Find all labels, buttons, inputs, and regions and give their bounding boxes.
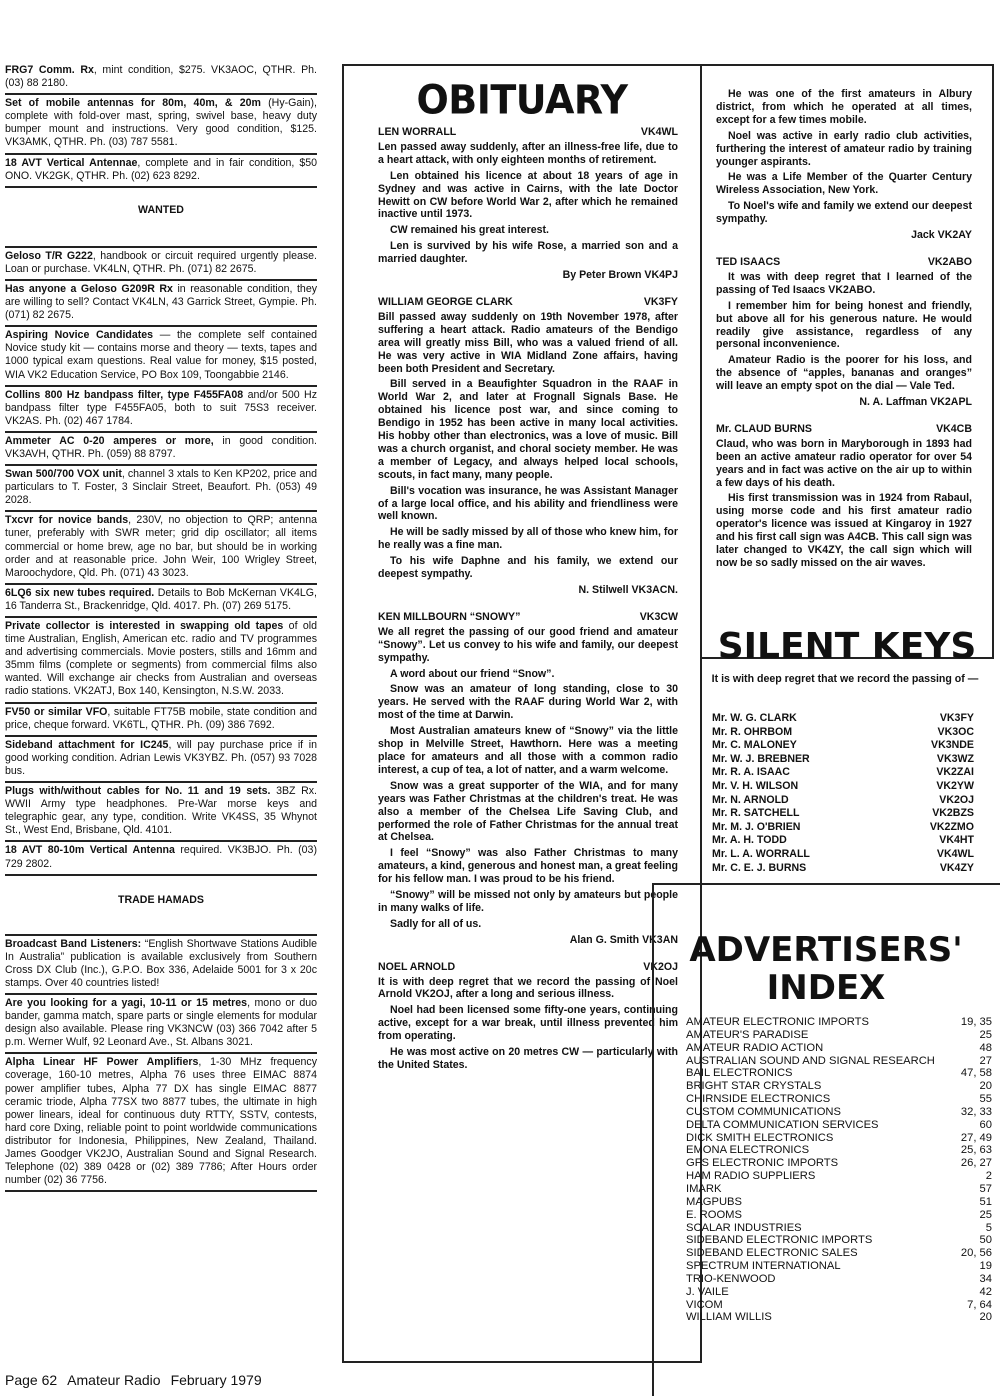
paragraph: To Noel's wife and family we extend our deepest sympathy. bbox=[716, 200, 972, 226]
classified-ad bbox=[5, 327, 317, 386]
classified-ad bbox=[5, 737, 317, 783]
ad-body: in good condition. VK3AVH, QTHR. Ph. (059) 88 8797. bbox=[5, 434, 317, 460]
obituary-header-clark bbox=[378, 296, 678, 309]
advertiser-name: EMONA ELECTRONICS bbox=[686, 1144, 810, 1157]
advertiser-entry bbox=[686, 1196, 992, 1209]
silent-key-entry bbox=[712, 753, 974, 767]
paragraph: Noel was active in early radio club activities, furthering the interest of amateur radio by training younger aspirants. bbox=[716, 129, 972, 168]
classified-ad bbox=[5, 248, 317, 281]
advertisers-index-title: ADVERTISERS' bbox=[689, 930, 963, 970]
advertiser-pages: 47, 58 bbox=[960, 1067, 992, 1080]
paragraph: Snow was an amateur of long standing, close to 30 years. He served with the RAAF during World War 2, with most of the time at Darwin. bbox=[378, 683, 678, 722]
advertiser-entry bbox=[686, 1067, 992, 1080]
classified-ad bbox=[5, 1054, 317, 1192]
advertiser-name: SIDEBAND ELECTRONIC IMPORTS bbox=[686, 1234, 873, 1247]
advertiser-entry bbox=[686, 1106, 992, 1119]
silent-key-entry bbox=[712, 834, 974, 848]
paragraph: CW remained his great interest. bbox=[390, 224, 549, 237]
ad-body: , will pay purchase price if in good working condition. Adrian Lewis VK3YBZ. Ph. (057) 93 7028 bus. bbox=[5, 738, 317, 777]
advertiser-name: SPECTRUM INTERNATIONAL bbox=[686, 1260, 841, 1273]
obituary-callsign: VK2ABO bbox=[927, 255, 972, 268]
ad-title: Has anyone a Geloso G209R Rx bbox=[5, 282, 173, 295]
silent-key-name: Mr. L. A. WORRALL bbox=[712, 847, 810, 860]
advertiser-entry bbox=[686, 1093, 992, 1106]
advertiser-pages: 26, 27 bbox=[960, 1157, 992, 1170]
paragraph: He was most active on 20 metres CW — particularly with the United States. bbox=[378, 1046, 678, 1071]
paragraph: Snow was a great supporter of the WIA, and for many years was Father Christmas at the children's treat. He was also a member of the Chelsea Life Saving Club, and performed the role of Father Christmas for the annual treat at Chelsea. bbox=[378, 779, 678, 844]
advertiser-pages: 20 bbox=[979, 1311, 992, 1324]
advertiser-name: BAIL ELECTRONICS bbox=[686, 1067, 793, 1080]
silent-key-callsign: VK3NDE bbox=[931, 739, 974, 752]
ad-title: Geloso T/R G222 bbox=[5, 249, 93, 262]
advertiser-name: HAM RADIO SUPPLIERS bbox=[686, 1170, 816, 1183]
silent-key-name: Mr. R. OHRBOM bbox=[712, 725, 793, 738]
advertiser-name: WILLIAM WILLIS bbox=[686, 1311, 772, 1324]
advertiser-pages: 27, 49 bbox=[960, 1131, 992, 1144]
advertiser-entry bbox=[686, 1273, 992, 1286]
hamads-column bbox=[5, 62, 317, 1192]
ad-title: Set of mobile antennas for 80m, 40m, & 20m bbox=[5, 97, 261, 110]
advertiser-pages: 19, 35 bbox=[960, 1016, 992, 1028]
ad-body: , suitable FT75B mobile, state condition and price, cheque forward. VK6TL, QTHR. Ph. (09) 386 7692. bbox=[5, 705, 317, 731]
paragraph: Claud, who was born in Maryborough in 1893 had been an active amateur radio operator for over 54 years and in fact was active on the air up to within a few days of his death. bbox=[716, 437, 972, 489]
paragraph: Amateur Radio is the poorer for his loss, and the absence of “apples, bananas and oranges” will leave an empty spot on the dial — Vale Ted. bbox=[716, 354, 972, 393]
ad-title: Private collector is interested in swapping old tapes bbox=[5, 620, 284, 632]
ad-body: and/or 500 Hz bandpass filter type F455FA05, both to suit 75S3 receiver. VK2AS. Ph. (02) 467 1784. bbox=[5, 388, 317, 427]
signature: By Peter Brown VK4PJ bbox=[562, 269, 678, 282]
advertiser-pages: 57 bbox=[979, 1182, 992, 1195]
advertiser-name: AMATEUR ELECTRONIC IMPORTS bbox=[686, 1016, 869, 1028]
advertiser-name: GFS ELECTRONIC IMPORTS bbox=[686, 1157, 839, 1170]
ad-title: Sideband attachment for IC245 bbox=[5, 738, 169, 751]
ad-body: 3BZ Rx. WWII Army type headphones. Pre-War morse keys and telegraphic gear, any type, condition. Write VK4SS, 35 Whynot St., West End, Brisbane, Qld. 4101. bbox=[5, 785, 317, 837]
silent-keys-list bbox=[712, 712, 974, 875]
advertiser-entry bbox=[686, 1119, 992, 1132]
classified-ad bbox=[5, 387, 317, 433]
paragraph: Len is survived by his wife Rose, a married son and a married daughter. bbox=[378, 240, 678, 266]
ad-body: required. VK3BJO. Ph. (03) 729 2802. bbox=[5, 844, 317, 870]
advertisers-index-list bbox=[686, 1016, 992, 1324]
silent-key-callsign: VK3WZ bbox=[936, 752, 974, 765]
signature: N. Stilwell VK3ACN. bbox=[578, 584, 678, 596]
paragraph: I feel “Snowy” was also Father Christmas to many amateurs, a kind, generous and honest man, a great feeling for his fellow man. I was proud to be his friend. bbox=[378, 847, 678, 886]
advertiser-entry bbox=[686, 1055, 992, 1068]
ad-body: , complete and in fair condition, $50 ONO. VK2GK, QTHR. Ph. (02) 623 8292. bbox=[5, 156, 317, 182]
silent-key-callsign: VK2ZAI bbox=[936, 766, 974, 779]
silent-key-callsign: VK3OC bbox=[937, 725, 974, 738]
advertiser-entry bbox=[686, 1157, 992, 1170]
paragraph: He was a Life Member of the Quarter Century Wireless Association, New York. bbox=[716, 171, 972, 197]
advertiser-pages: 42 bbox=[979, 1285, 992, 1298]
obituary-header-burns bbox=[716, 423, 972, 436]
silent-key-name: Mr. C. MALONEY bbox=[712, 739, 797, 752]
ad-title: 18 AVT Vertical Antennae bbox=[5, 156, 138, 169]
paragraph: We all regret the passing of our good friend and amateur “Snowy”. Let us convey to his wife and family, our deepest sympathy. bbox=[378, 625, 678, 664]
silent-key-callsign: VK4ZY bbox=[939, 861, 974, 874]
ad-title: Are you looking for a yagi, 10-11 or 15 metres bbox=[5, 996, 248, 1009]
classified-ad bbox=[5, 618, 317, 704]
obituary-name: LEN WORRALL bbox=[378, 126, 457, 138]
advertiser-entry bbox=[686, 1042, 992, 1055]
obituary-callsign: VK3CW bbox=[639, 610, 678, 623]
obituary-header-arnold bbox=[378, 961, 678, 974]
silent-key-callsign: VK2YW bbox=[936, 779, 974, 792]
advertiser-pages: 25, 63 bbox=[960, 1144, 992, 1157]
paragraph: Bill's vocation was insurance, he was Assistant Manager of a large local office, and his ability and friendliness were well known. bbox=[378, 484, 678, 523]
silent-key-entry bbox=[712, 712, 974, 726]
silent-key-entry bbox=[712, 726, 974, 740]
signature: Alan G. Smith VK3AN bbox=[569, 933, 678, 946]
ad-body: (Hy-Gain), complete with fold-over mast, spring, swivel base, heavy duty bumper mount and instructions. Very good condition, $125. VK3AMK, QTHR. Ph. (03) 787 5581. bbox=[5, 97, 317, 149]
trade-ads bbox=[5, 936, 317, 1193]
classified-ad bbox=[5, 995, 317, 1054]
ad-title: Collins 800 Hz bandpass filter, type F455FA08 bbox=[5, 388, 244, 401]
silent-key-entry bbox=[712, 848, 974, 862]
silent-key-name: Mr. R. SATCHELL bbox=[712, 807, 800, 820]
obituary-name: Mr. CLAUD BURNS bbox=[716, 422, 812, 435]
ad-title: FRG7 Comm. Rx bbox=[5, 64, 94, 76]
advertiser-pages: 50 bbox=[979, 1234, 992, 1247]
paragraph: Bill passed away suddenly on 19th November 1978, after suffering a heart attack. Radio amateurs of the Bendigo area will greatly miss Bill, who was a valued friend of all. He was very active in WIA Midland Zone affairs, having been both President and Secretary. bbox=[378, 310, 678, 375]
ad-title: FV50 or similar VFO bbox=[5, 705, 108, 718]
advertiser-name: AMATEUR RADIO ACTION bbox=[686, 1041, 824, 1054]
ad-title: 6LQ6 six new tubes required. bbox=[5, 586, 155, 599]
obituary-header-millbourn bbox=[378, 611, 678, 624]
silent-key-callsign: VK2ZMO bbox=[929, 820, 974, 833]
advertiser-pages: 5 bbox=[985, 1221, 992, 1234]
paragraph: Most Australian amateurs knew of “Snowy” via the little shop in Melville Street, Hawthorn. Here was a meeting place for amateurs and all those with a common radio interest, a cup of tea, a lot of natter, and a warm welcome. bbox=[378, 725, 678, 776]
classified-ad bbox=[5, 433, 317, 466]
classified-ad bbox=[5, 936, 317, 995]
advertiser-pages: 20 bbox=[979, 1080, 992, 1093]
wanted-heading: WANTED bbox=[5, 188, 317, 248]
advertiser-entry bbox=[686, 1132, 992, 1145]
advertiser-name: DELTA COMMUNICATION SERVICES bbox=[686, 1118, 879, 1131]
obituary-title: OBITUARY bbox=[416, 76, 628, 124]
silent-key-name: Mr. V. H. WILSON bbox=[712, 779, 799, 792]
silent-key-entry bbox=[712, 862, 974, 876]
classified-ad bbox=[5, 783, 317, 842]
advertiser-pages: 20, 56 bbox=[960, 1247, 992, 1260]
classified-ad bbox=[5, 62, 317, 95]
advertiser-name: J. VAILE bbox=[686, 1285, 729, 1298]
paragraph: To his wife Daphne and his family, we extend our deepest sympathy. bbox=[378, 555, 678, 581]
classified-ad bbox=[5, 585, 317, 618]
obituary-header-worrall bbox=[378, 126, 678, 139]
silent-key-entry bbox=[712, 780, 974, 794]
obituary-name: TED ISAACS bbox=[716, 255, 781, 268]
silent-key-name: Mr. R. A. ISAAC bbox=[712, 766, 790, 779]
paragraph: Len passed away suddenly, after an illness-free life, due to a heart attack, with only eighteen months of retirement. bbox=[378, 140, 678, 166]
silent-key-name: Mr. C. E. J. BURNS bbox=[712, 861, 807, 874]
advertiser-name: BRIGHT STAR CRYSTALS bbox=[686, 1080, 822, 1093]
advertiser-entry bbox=[686, 1260, 992, 1273]
advertiser-entry bbox=[686, 1183, 992, 1196]
advertiser-name: AMATEUR'S PARADISE bbox=[686, 1028, 809, 1041]
silent-keys-title: SILENT KEYS bbox=[717, 626, 977, 667]
obituary-name: KEN MILLBOURN “SNOWY” bbox=[378, 610, 521, 623]
paragraph: It was with deep regret that I learned of the passing of Ted Isaacs VK2ABO. bbox=[716, 270, 972, 296]
paragraph: Len obtained his licence at about 18 years of age in Sydney and was active in Cairns, with the late Doctor Hewitt on CW before World War 2, after which he remained inactive until 1973. bbox=[378, 169, 678, 221]
obituary-column-right bbox=[716, 88, 972, 573]
advertiser-name: CHIRNSIDE ELECTRONICS bbox=[686, 1093, 831, 1106]
advertiser-entry bbox=[686, 1029, 992, 1042]
ad-body: — the complete self contained Novice study kit — contains morse and theory — texts, tapes and 1000 typical exam questions. Real value for money, $15 posted, WIA VK2 Education Service, PO Box 109, Toongabbie 2146. bbox=[5, 329, 317, 381]
silent-key-entry bbox=[712, 821, 974, 835]
paragraph: He will be sadly missed by all of those who knew him, for he really was a fine man. bbox=[378, 526, 678, 552]
classified-ad bbox=[5, 95, 317, 154]
advertiser-entry bbox=[686, 1080, 992, 1093]
classified-ad bbox=[5, 155, 317, 188]
page-footer bbox=[5, 1372, 272, 1388]
advertiser-name: VICOM bbox=[686, 1298, 723, 1311]
ad-title: Ammeter AC 0-20 amperes or more, bbox=[5, 434, 214, 447]
advertiser-name: DICK SMITH ELECTRONICS bbox=[686, 1131, 834, 1144]
paragraph: Noel had been licensed some fifty-one years, continuing active, except for a war break, until illness prevented him from operating. bbox=[378, 1004, 678, 1043]
ad-body: , channel 3 xtals to Ken KP202, price and particulars to T. Foster, 3 Sinclair Street, Beaufort. Ph. (053) 49 2028. bbox=[5, 468, 317, 507]
paragraph: He was one of the first amateurs in Albury district, from which he operated at all times, except for a few times mobile. bbox=[716, 88, 972, 126]
ad-body: , mono or duo bander, gamma match, spare parts or single elements for modular design also available. Please ring VK3NCW (03) 366 7042 after 5 p.m. Werner Wulf, 92 Leonard Ave., St. Albans 3021. bbox=[5, 996, 317, 1049]
silent-key-callsign: VK2OJ bbox=[939, 793, 974, 806]
advertiser-pages: 27 bbox=[979, 1054, 992, 1067]
obituary-column-left bbox=[378, 126, 678, 1075]
paragraph: A word about our friend “Snow”. bbox=[390, 667, 555, 680]
ad-title: Swan 500/700 VOX unit bbox=[5, 468, 122, 481]
advertiser-pages: 51 bbox=[979, 1195, 992, 1208]
advertiser-pages: 48 bbox=[979, 1041, 992, 1054]
magazine-name: Amateur Radio bbox=[67, 1372, 161, 1388]
paragraph: Sadly for all of us. bbox=[390, 917, 482, 930]
advertiser-name: IMARK bbox=[686, 1182, 722, 1195]
for-sale-ads bbox=[5, 62, 317, 188]
silent-key-name: Mr. A. H. TODD bbox=[712, 834, 787, 847]
ad-body: of old time Australian, English, American etc. radio and TV programmes and advertising commercials. Movie posters, stills and 16mm and 35mm films (complete or segments) from commercial films also wanted. Will exchange air checks from Australian and overseas radio stations. VK2ATJ, Box 140, Kensington, N.S.W. 2033. bbox=[5, 620, 318, 698]
advertiser-entry bbox=[686, 1209, 992, 1222]
advertiser-pages: 60 bbox=[979, 1118, 992, 1131]
page-number: Page 62 bbox=[5, 1372, 58, 1388]
ad-title: Broadcast Band Listeners: bbox=[5, 937, 142, 950]
advertiser-entry bbox=[686, 1234, 992, 1247]
advertiser-name: TRIO-KENWOOD bbox=[686, 1272, 776, 1285]
ad-title: 18 AVT 80-10m Vertical Antenna bbox=[5, 844, 175, 857]
paragraph: Bill served in a Beaufighter Squadron in the RAAF in World War 2, and later at Frognall Signals Base. He obtained his licence post war, and since coming to Bendigo in 1952 has been active in many local activities. His hobby other than electronics, was a love of music. Bill was a church organist, and choral society member. He was a member of Legacy, and always helped local schools, scouts, in fact many, many people. bbox=[378, 378, 678, 481]
silent-key-entry bbox=[712, 739, 974, 753]
advertiser-name: E. ROOMS bbox=[686, 1208, 742, 1221]
obituary-name: NOEL ARNOLD bbox=[378, 960, 456, 973]
advertiser-pages: 19 bbox=[979, 1260, 992, 1273]
advertiser-entry bbox=[686, 1286, 992, 1299]
silent-key-name: Mr. N. ARNOLD bbox=[712, 793, 789, 806]
advertiser-entry bbox=[686, 1247, 992, 1260]
obituary-callsign: VK2OJ bbox=[643, 960, 678, 973]
paragraph: “Snowy” will be missed not only by amateurs but people in many walks of life. bbox=[378, 889, 678, 914]
silent-key-name: Mr. M. J. O'BRIEN bbox=[712, 820, 801, 833]
classified-ad bbox=[5, 512, 317, 584]
paragraph: I remember him for being honest and friendly, but above all for his generous nature. He would readily give assistance, regardless of any personal inconvenience. bbox=[716, 299, 972, 351]
advertiser-pages: 32, 33 bbox=[960, 1105, 992, 1118]
paragraph: His first transmission was in 1924 from Rabaul, using morse code and his first amateur radio operator's licence was issued at Kingaroy in 1927 and his first call sign was A4CB. This call sign was later changed to VK4ZY, the call sign which will now be so sadly missed on the air waves. bbox=[716, 492, 972, 569]
advertiser-pages: 25 bbox=[979, 1028, 992, 1041]
advertiser-entry bbox=[686, 1170, 992, 1183]
ad-body: “English Shortwave Stations Audible In Australia” publication is available exclusively from Southern Cross DX Club (Inc.), G.P.O. Box 336, Adelaide 5001 for 3 x 20c stamps. Over 40 countries listed! bbox=[5, 937, 318, 989]
wanted-ads bbox=[5, 248, 317, 876]
silent-key-entry bbox=[712, 766, 974, 780]
ad-body: , 230V, no objection to QRP; antenna tuner, preferably with SWR meter; grid dip oscillator; all items commercial or home brew, age no bar, but should be in working order and at reasonable price. John Weir, 100 Wrigley Street, Maroochydore, Qld. Ph. (071) 43 3023. bbox=[5, 514, 317, 579]
ad-title: Plugs with/without cables for No. 11 and 19 sets. bbox=[5, 785, 271, 798]
advertiser-pages: 55 bbox=[979, 1093, 992, 1106]
issue-date: February 1979 bbox=[170, 1372, 262, 1388]
ad-title: Alpha Linear HF Power Amplifiers bbox=[5, 1056, 199, 1069]
advertiser-name: CUSTOM COMMUNICATIONS bbox=[686, 1105, 841, 1118]
obituary-callsign: VK3FY bbox=[643, 295, 678, 308]
ad-body: , 1-30 MHz frequency coverage, 160-10 metres, Alpha 76 uses three EIMAC 8874 power amplifier tubes, Alpha 77 DX has single EIMAC 8877 ceramic triode, Alpha 77SX two 8877 tubes, the ultimate in high power linears, ideal for continuous duty RTTY, SSTV, contests, hard core Dxing, reliable point to point worldwide communications distributor for Indonesia, Philippines, New Zealand, Thailand. James Goodger VK2JO, Australian Sound and Signal Research. Telephone (02) 389 0428 or (02) 389 7786; After Hours order number (02) 36 7756. bbox=[5, 1056, 317, 1187]
silent-key-callsign: VK2BZS bbox=[932, 807, 974, 820]
ad-body: , mint condition, $275. VK3AOC, QTHR. Ph. (03) 88 2180. bbox=[5, 64, 317, 90]
classified-ad bbox=[5, 704, 317, 737]
silent-key-callsign: VK4HT bbox=[939, 834, 974, 847]
ad-body: , handbook or circuit required urgently please. Loan or purchase. VK4LN, QTHR. Ph. (071) 82 2675. bbox=[5, 249, 317, 275]
advertiser-name: SIDEBAND ELECTRONIC SALES bbox=[686, 1247, 858, 1260]
advertisers-index-title-line2: INDEX bbox=[766, 968, 886, 1008]
paragraph: It is with deep regret that we record the passing of Noel Arnold VK2OJ, after a long and serious illness. bbox=[378, 975, 678, 1001]
ad-body: in reasonable condition, they are willing to sell? Contact VK4LN, 43 Garrick Street, Gympie. Ph. (071) 82 2675. bbox=[5, 282, 318, 322]
ad-body: Details to Bob McKernan VK4LG, 16 Tanderra St., Brackenridge, Qld. 4017. Ph. (07) 269 5175. bbox=[5, 586, 317, 612]
advertiser-entry bbox=[686, 1016, 992, 1029]
obituary-callsign: VK4WL bbox=[640, 126, 678, 138]
silent-key-entry bbox=[712, 794, 974, 808]
classified-ad bbox=[5, 281, 317, 327]
advertiser-pages: 2 bbox=[985, 1170, 992, 1183]
signature: Jack VK2AY bbox=[911, 229, 972, 242]
silent-key-name: Mr. W. J. BREBNER bbox=[712, 752, 810, 765]
advertiser-name: SCALAR INDUSTRIES bbox=[686, 1221, 802, 1234]
advertiser-entry bbox=[686, 1299, 992, 1312]
silent-key-entry bbox=[712, 807, 974, 821]
obituary-callsign: VK4CB bbox=[936, 422, 972, 435]
advertiser-pages: 7, 64 bbox=[967, 1298, 992, 1311]
classified-ad bbox=[5, 842, 317, 875]
obituary-header-isaacs bbox=[716, 256, 972, 269]
ad-title: Txcvr for novice bands bbox=[5, 514, 129, 527]
silent-key-callsign: VK3FY bbox=[939, 712, 974, 724]
ad-title: Aspiring Novice Candidates bbox=[5, 329, 154, 342]
advertiser-name: AUSTRALIAN SOUND AND SIGNAL RESEARCH bbox=[686, 1054, 935, 1067]
obituary-name: WILLIAM GEORGE CLARK bbox=[378, 295, 513, 308]
advertiser-name: MAGPUBS bbox=[686, 1195, 742, 1208]
advertiser-entry bbox=[686, 1222, 992, 1235]
advertiser-entry bbox=[686, 1144, 992, 1157]
silent-keys-intro: It is with deep regret that we record the passing of — bbox=[711, 673, 979, 685]
advertiser-entry bbox=[686, 1311, 992, 1324]
classified-ad bbox=[5, 466, 317, 512]
signature: N. A. Laffman VK2APL bbox=[859, 396, 972, 409]
silent-key-name: Mr. W. G. CLARK bbox=[712, 712, 797, 724]
advertiser-pages: 34 bbox=[979, 1272, 992, 1285]
advertiser-pages: 25 bbox=[979, 1208, 992, 1221]
trade-hamads-heading: TRADE HAMADS bbox=[5, 876, 317, 936]
silent-key-callsign: VK4WL bbox=[936, 847, 974, 860]
